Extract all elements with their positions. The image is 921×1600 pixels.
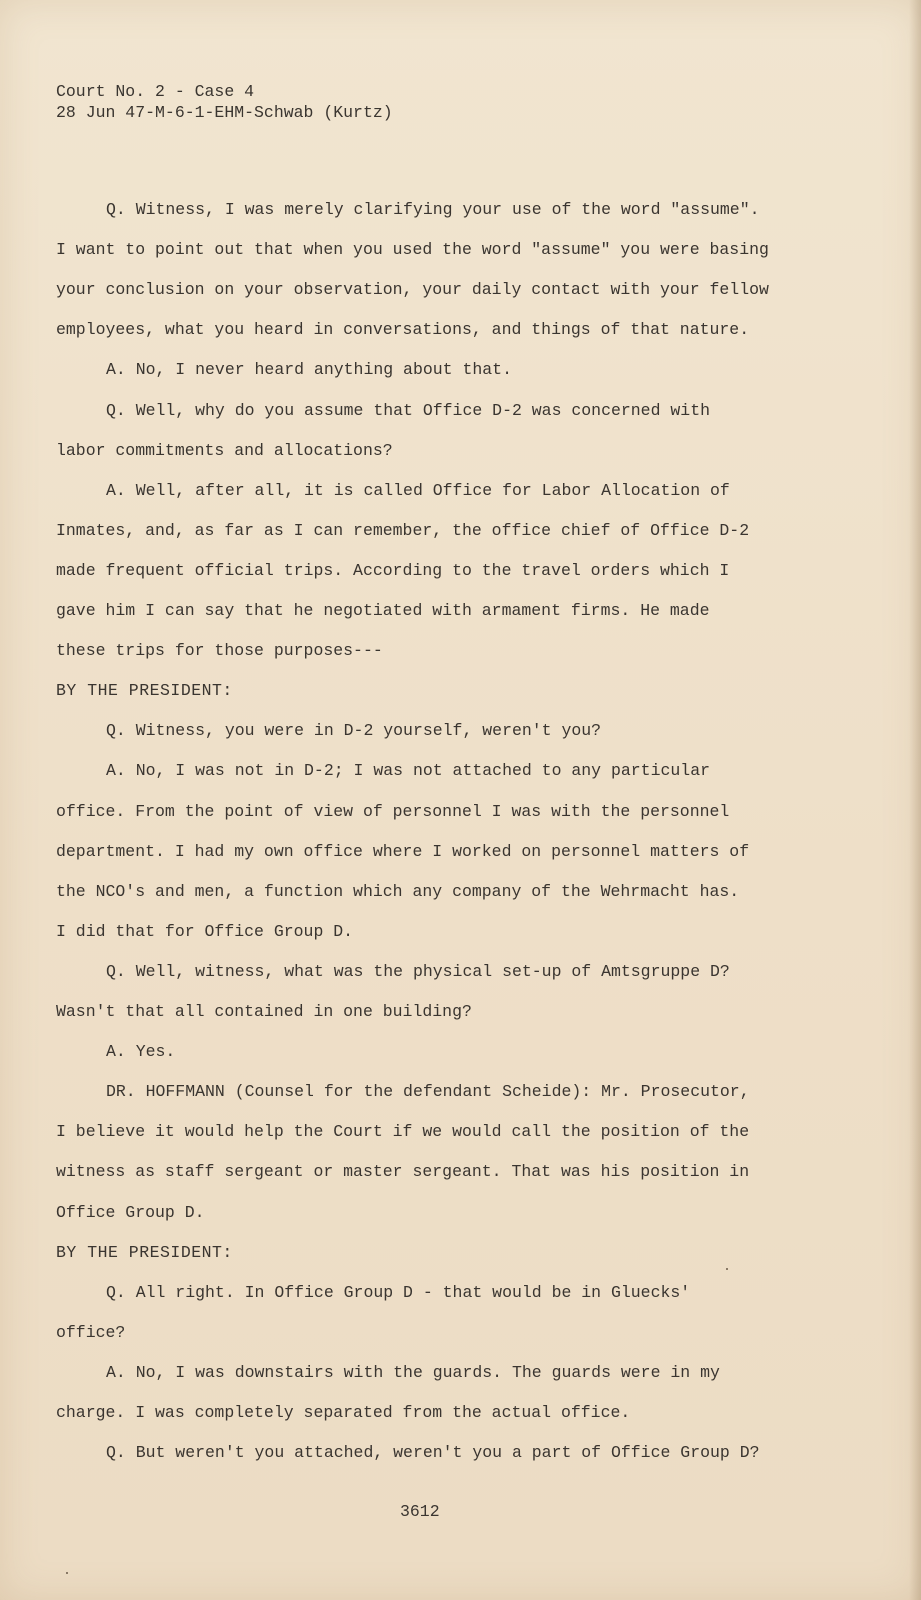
transcript-line: I believe it would help the Court if we would call the position of the bbox=[56, 1122, 750, 1142]
transcript-line: these trips for those purposes--- bbox=[56, 641, 383, 661]
transcript-line: Q. Witness, I was merely clarifying your use of the word "assume". bbox=[106, 200, 760, 219]
transcript-line: Q. But weren't you attached, weren't you a part of Office Group D? bbox=[106, 1443, 760, 1463]
transcript-line: office? bbox=[56, 1322, 126, 1342]
transcript-line: department. I had my own office where I worked on personnel matters of bbox=[56, 841, 750, 861]
transcript-line: office. From the point of view of personnel I was with the personnel bbox=[56, 801, 730, 821]
speaker-heading: BY THE PRESIDENT: bbox=[56, 681, 233, 701]
transcript-line: Inmates, and, as far as I can remember, the office chief of Office D-2 bbox=[56, 520, 750, 540]
transcript-line: Q. Well, witness, what was the physical set-up of Amtsgruppe D? bbox=[106, 961, 730, 981]
document-header bbox=[56, 82, 393, 124]
transcript-line: Q. All right. In Office Group D - that would be in Gluecks' bbox=[106, 1282, 691, 1302]
transcript-line: Wasn't that all contained in one building? bbox=[56, 1002, 472, 1021]
transcript-line: A. No, I never heard anything about that. bbox=[106, 360, 512, 380]
transcript-line: A. No, I was not in D-2; I was not attached to any particular bbox=[106, 761, 710, 781]
transcript-line: the NCO's and men, a function which any company of the Wehrmacht has. bbox=[56, 881, 740, 901]
transcript-line: A. Yes. bbox=[106, 1042, 176, 1062]
transcript-line: I want to point out that when you used the word "assume" you were basing bbox=[56, 240, 769, 260]
paper-speck bbox=[726, 1268, 728, 1270]
transcript-line: made frequent official trips. According to the travel orders which I bbox=[56, 560, 730, 580]
speaker-heading: BY THE PRESIDENT: bbox=[56, 1242, 233, 1262]
transcript-line: A. No, I was downstairs with the guards. The guards were in my bbox=[106, 1362, 720, 1382]
transcript-line: Q. Well, why do you assume that Office D-2 was concerned with bbox=[106, 400, 710, 420]
transcript-line: I did that for Office Group D. bbox=[56, 921, 354, 941]
date-reference-line: 28 Jun 47-M-6-1-EHM-Schwab (Kurtz) bbox=[56, 103, 393, 122]
court-case-line: Court No. 2 - Case 4 bbox=[56, 82, 255, 101]
transcript-line: your conclusion on your observation, your daily contact with your fellow bbox=[56, 280, 769, 300]
transcript-line: DR. HOFFMANN (Counsel for the defendant Scheide): Mr. Prosecutor, bbox=[106, 1082, 750, 1102]
transcript-line: labor commitments and allocations? bbox=[56, 440, 393, 460]
transcript-line: witness as staff sergeant or master sergeant. That was his position in bbox=[56, 1162, 750, 1182]
paper-speck bbox=[66, 1572, 68, 1574]
transcript-line: Office Group D. bbox=[56, 1202, 205, 1222]
transcript-line: Q. Witness, you were in D-2 yourself, weren't you? bbox=[106, 721, 602, 741]
transcript-line: gave him I can say that he negotiated with armament firms. He made bbox=[56, 601, 710, 620]
page-number: 3612 bbox=[400, 1502, 440, 1521]
transcript-line: employees, what you heard in conversations, and things of that nature. bbox=[56, 320, 750, 340]
transcript-line: A. Well, after all, it is called Office for Labor Allocation of bbox=[106, 480, 730, 500]
page-edge-shadow bbox=[909, 0, 921, 1600]
transcript-line: charge. I was completely separated from the actual office. bbox=[56, 1403, 631, 1422]
